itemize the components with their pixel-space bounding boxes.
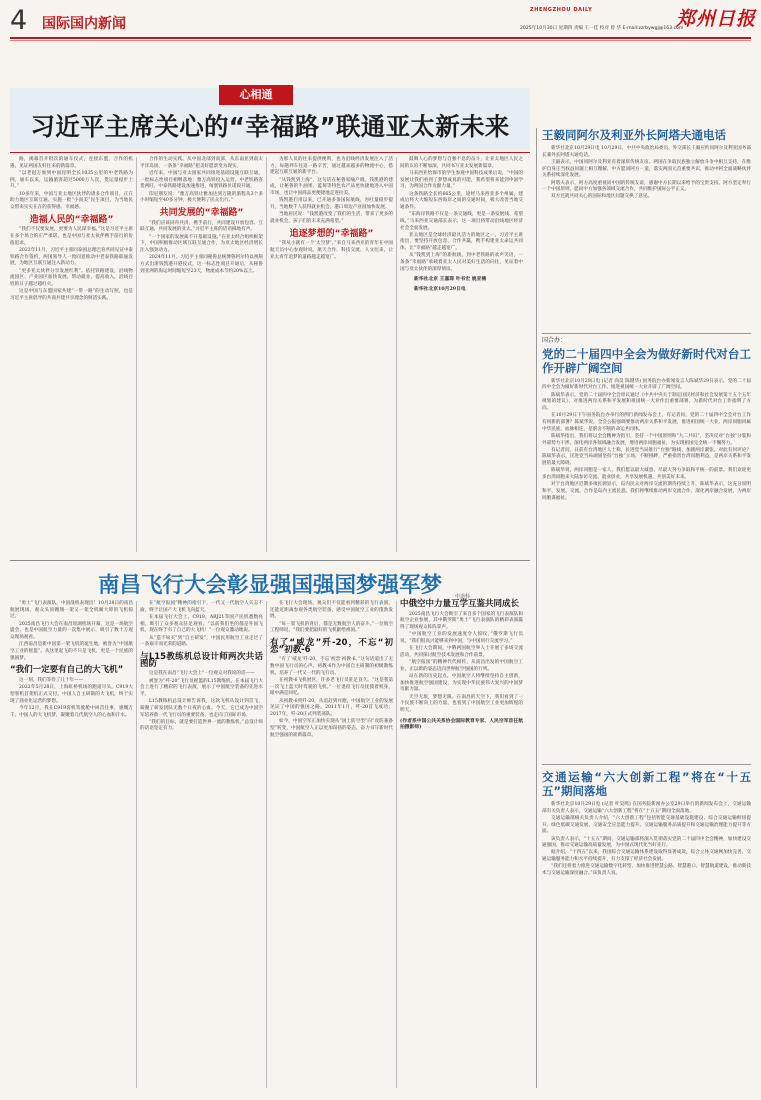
paragraph: 江西南昌是新中国第一架飞机的诞生地，被誉为“中国航空工业的摇篮”。从这里起飞的不只是飞机，更是一个民族的强国梦。 (10, 642, 133, 661)
section-rule (10, 560, 530, 561)
right-column-divider (536, 128, 537, 1088)
lead-rule (10, 152, 530, 153)
subheading: 追逐梦想的“幸福路” (289, 228, 374, 239)
author-note: (作者系中国公共关系协会国际教育专家、人民空军首任航拍摄影师) (400, 717, 523, 731)
page-number: 4 (10, 5, 28, 36)
paragraph: 对于台湾地区近期多项民调显示，岛内民众对两岸交流的期待持续上升，陈斌华表示，这充分说明和平、发展、交流、合作是岛内主流民意。我们将继续推动两岸交流合作，深化两岸融合发展，为两岸同胞谋福祉。 (542, 482, 751, 501)
second-headline: 南昌飞行大会彰显强国强国梦强军梦 (97, 573, 442, 598)
paragraph: “航空报国”的精神代代相传。从南昌出发的中国航空工业，正以新的姿态迈向世界航空强国的行列。 (400, 660, 523, 672)
paragraph: 这是我在南昌“飞行大会上”一位观众对我说的话—— (149, 671, 255, 677)
paragraph: 双方还就共同关心的国际和地区问题交换了意见。 (551, 194, 653, 200)
paragraph: 在10月29日下午国务院台办举行的例行新闻发布会上，有记者问，党的二十届四中全会对台工作有何新的部署？陈斌华说，全会公报强调要推动两岸关系和平发展，推进祖国统一大业。两岸同胞同属中华民族，血脉相连，是割舍不断的命运共同体。 (542, 413, 751, 432)
side-rule (542, 764, 751, 765)
paragraph: 在飞行大会期间，中俄两国航空界人士开展了多场交流活动，共同探讨航空技术发展和合作前景。 (400, 646, 523, 658)
paragraph: 从“造不如买”到“自主研发”，中国民用航空工业走过了一条艰辛而光荣的道路。 (140, 635, 263, 648)
paragraph: “东海岸铁路不仅是一条交通线，更是一条发展线、希望线。”马来西亚交通部长表示，这一项目将带动沿线地区经济社会全面发展。 (400, 212, 523, 231)
paragraph: 这一刻，我们等待了几十年—— (19, 678, 84, 684)
section-title: 国际国内新闻 (42, 16, 126, 32)
paragraph: 阿塔夫表示，阿方高度重视同中国的传统友谊，感谢中方长期以来给予的宝贵支持。阿方坚定奉行一个中国原则，愿同中方加强各领域交流合作，共同维护国际公平正义。 (542, 180, 751, 193)
column-divider (136, 157, 137, 552)
paragraph: 2025南昌飞行大会吸引了来自多个国家的飞行表演队和航空企业参展，其中俄罗斯“勇士”飞行表演队的精彩表演赢得了现场观众阵阵掌声。 (400, 611, 523, 631)
second-column-4 (400, 601, 523, 731)
paragraph: “每一架飞机的背后，都是无数航空人的奋斗。”一位航空工程师说，“我们要把最好的飞机献给祖国。” (270, 621, 393, 634)
paragraph: “一个国家的发展离不开基础设施。”在亚太经合组织框架下，中国积极推动区域互联互通合作，为亚太地区经济增长注入强劲动力。 (140, 234, 263, 253)
paragraph: 当地居民说：“钱凯港改变了我们的生活，带来了更多的就业机会，孩子们的未来充满希望。” (270, 212, 393, 224)
side-story-2 (542, 338, 751, 503)
paragraph: 为那人员的往来提供便利，也为沿线经济发展注入了活力。每趟列车往返一路辛苦，通过越来越多的物流中心，搭建起互联互通的新平台。 (270, 157, 393, 176)
byline: 新华社北京 王嘉琛 叶书宏 姚亚楠 (414, 276, 487, 283)
paragraph: “我们的目标，就是要打造世界一流的教练机。”总设计师的话语坚定有力。 (140, 719, 263, 732)
second-column-1 (10, 601, 133, 720)
paragraph: 在初教-6飞机展区，许多老飞行员驻足良久。“这是我第一次飞上蓝天时驾驶的飞机。”一位退役飞行员抚摸着机身，眼中满是回忆。 (270, 678, 393, 697)
paragraph: 马来西亚怡保市的学生参观中国科技成果后说，“中国的发展让我们看到了梦想成真的可能，我希望将来能到中国学习，为两国合作贡献力量。” (400, 170, 523, 190)
paragraph: 站在新的历史起点，中国航空人将继续坚持自主创新，加快推进航空强国建设，为实现中华民族伟大复兴的中国梦贡献力量。 (400, 674, 523, 693)
paragraph: 钱凯港启用以来，已开通多条国际航线，吞吐量稳步提升，当地数千人获得就业机会，港口周边产业园加快发展。 (270, 198, 393, 210)
paragraph: 亚太地区是全球经济最具活力的地区之一。习近平主席指出，要坚持开放包容、合作共赢，携手构建亚太命运共同体，让“幸福路”越走越宽广。 (400, 232, 523, 252)
side-headline: 交通运输“六大创新工程”将在“十五五”期间落地 (542, 770, 751, 798)
byline-dateline: 新华社北京10月29日电 (414, 286, 466, 293)
subheading: “我们一定要有自己的大飞机” (10, 665, 124, 676)
paragraph: 从“钱凯到上海”的新航线，到中老铁路的欢声笑语，一条条“幸福路”承载着亚太人民对美好生活的向往，见证着中国与亚太伙伴的深厚情谊。 (400, 253, 523, 272)
author: 申道科 (455, 594, 471, 600)
subheading: 中俄空中力量互学互鉴共同成长 (400, 599, 520, 609)
subheading: 有了“威龙”歼-20，不忘“初恋”初教-6 (270, 638, 393, 655)
second-column-2 (140, 601, 263, 734)
side-headline: 党的二十届四中全会为做好新时代对台工作开辟广阔空间 (542, 346, 751, 375)
paragraph: 新华社北京10月29日电 (记者 叶昊鸣) 在国务院新闻办公室29日举行的新闻发布会上，交通运输部有关负责人表示，交通运输“六大创新工程”将在“十五五”期间全面落地。 (542, 802, 751, 814)
paragraph: 有记者问，日前有台湾地区人士称，民进党当局推行“台独”路线，加剧两岸紧张。对此有何评论？陈斌华表示，民进党当局顽固坚持“台独”立场，不断挑衅，严重损害台湾同胞利益，是两岸关系和平发展的最大障碍。 (542, 447, 751, 467)
paragraph: 在本届飞行大会上，C919、ARJ21等国产民机悉数亮相，吸引了众多观众驻足观看。“以前我们坐的都是外国飞机，现在终于有了自己的大飞机！”一位观众激动地说。 (140, 614, 263, 634)
masthead-rule-thin (10, 40, 751, 41)
paper-logo: 郑州日报 (676, 8, 757, 30)
paragraph: 10多年来，中国与亚太地区伙伴的诸多合作项目，正在助力地区互联互通。实施一批“小而美”民生项目，为当地民众带来实实在在的获得感、幸福感。 (10, 191, 133, 210)
paragraph: 天空无垠，梦想无限。在南昌的天空下，我们看到了一个民族不断向上的力量，也看到了中国航空工业更加辉煌的明天。 (400, 694, 523, 714)
lead-column-2 (140, 157, 263, 276)
paragraph: 印尼朋友说：“雅万高铁让雅加达到万隆的旅程从3个多小时缩短至40多分钟，极大便利了民众出行。” (140, 191, 263, 204)
paragraph: 陈斌华表示，党的二十届四中全会审议通过《中共中央关于制定国民经济和社会发展第十五个五年规划的建议》，对推进两岸关系和平发展和祖国统一大业作出重要部署，为新时代对台工作指明了方向。 (542, 392, 751, 412)
subheading: 造福人民的“幸福路” (29, 214, 114, 225)
column-divider (266, 601, 267, 1088)
paragraph: 从初教-6到歼-20，从追赶到并跑，中国航空工业的发展见证了中国的强国之路。2011年1月，歼-20首飞成功；2017年，歼-20正式列装部队。 (270, 698, 393, 718)
paragraph: “从钱凯到上海”，这句话在秘鲁家喻户晓。钱凯港的建成，让秘鲁的牛油果、蓝莓等特色农产品更快捷地进入中国市场，也让中国商品更便捷地走进拉美。 (270, 177, 393, 197)
column-divider (396, 157, 397, 552)
lead-column-4 (400, 157, 523, 293)
paragraph: L15教练机总设计师告诉我，这款飞机从设计到首飞，凝聚了研发团队无数个日夜的心血。今天，它已成为中国空军培养新一代飞行员的重要装备，也走向了国际市场。 (140, 699, 263, 718)
paragraph: 该负责人表示，“十五五”期间，交通运输部将深入贯彻落实党的二十届四中全会精神，加快建设交通强国，推动交通运输高质量发展，为中国式现代化当好先行。 (542, 836, 751, 849)
lead-column-1 (10, 157, 133, 303)
masthead-rule (10, 37, 751, 39)
paragraph: 王毅表示，中国同阿尔及利亚有着深厚传统友谊。两国在争取民族独立解放斗争中相互支持，在维护自身正当权益问题上相互理解，中方愿同阿方一道，落实两国元首重要共识，推动中阿全面战略伙伴关系持续深化发展。 (542, 159, 751, 179)
paragraph: 被誉为“歼-20”飞行员摇篮的L15教练机，在本届飞行大会上进行了精彩的飞行表演，展示了中国航空装备的先进水平。 (140, 678, 263, 697)
paragraph: 合作的生动实践。从中国北部到南部，从东南亚到南太平洋岛国，一条条“幸福路”把美好愿景变为现实。 (140, 157, 263, 169)
paragraph: 近年来，中国与亚太国家共同推进基础设施互联互通，一批标志性项目相继落地：雅万高铁投入运营，中老铁路客货两旺，中泰铁路建设加速推进，匈塞铁路贝诺段开通。 (140, 170, 263, 190)
column-divider (136, 601, 137, 1088)
side-headline: 王毅同阿尔及利亚外长阿塔夫通电话 (542, 128, 726, 142)
column-divider (396, 601, 397, 1088)
masthead (0, 0, 761, 44)
paragraph: 在飞行大会现场，观众们不仅能看到精彩的飞行表演，还能近距离参观各类航空装备，感受中国航空工业的蓬勃发展。 (270, 601, 393, 620)
paper-pinyin: ZHENGZHOU DAILY (530, 7, 593, 13)
paragraph: 2024年11月，习近平主席同秘鲁总统博鲁阿尔特以视频方式出席钱凯港开港仪式，这一标志性项目开通后，从秘鲁到亚洲的海运时间缩短至23天，物流成本节约20%以上。 (140, 255, 264, 274)
paragraph: 交通运输部相关负责人介绍，“六大创新工程”包括智能交通基础设施建设、综合交通运输枢纽提升、绿色低碳交通发展、交通安全应急能力提升、交通运输服务品质提升和交通运输治理能力提升等方面。 (542, 815, 751, 835)
paragraph: 新华社北京10月29日电 (记者 尚昊 陈键华) 国务院台办新闻发言人陈斌华29日表示，党的二十届四中全会为做好新时代对台工作、推进祖国统一大业开辟了广阔空间。 (542, 378, 751, 391)
paragraph: 路，揭幕首开批次的通车仪式，连接东盟，合作的机遇，见证两国友好往来的新篇章。 (10, 157, 133, 169)
issue-line: 2025年10月30日 星期四 责编 王一佳 校对 曾 华 E-mail:zzrbywgj@163.com (520, 26, 684, 31)
paragraph: 在“航空报国”精神的指引下，一代又一代航空人矢志不渝，终于让国产大飞机飞向蓝天。 (140, 601, 263, 613)
paragraph: 这是中国与东盟国家共建“一带一路”的生动写照，也是习近平主席倡导的共商共建共享理念的鲜活实践。 (10, 289, 133, 301)
paragraph: “更多亚太伙伴分享发展红利”。依托铁路建设，沿线物流园区、产业园区加快发展，带动就业、提高收入，沿线百姓的日子越过越红火。 (10, 268, 133, 287)
paragraph: 据介绍，“十四五”以来，我国综合交通运输体系建设取得显著成效，综合立体交通网加快完善，交通运输服务能力和水平持续提升，有力支撑了经济社会发展。 (542, 850, 751, 863)
paragraph: 如今，中国空军正加快实现从“国土防空型”向“攻防兼备型”转变，中国航空人正以更加昂扬的姿态，奋力书写新时代航空强国的崭新篇章。 (270, 719, 393, 738)
second-column-3 (270, 601, 393, 740)
paragraph: 鼓舞人心的梦想与自强不息的奋斗，让亚太地区人民之间的友谊不断加深，共同书写亚太发展新篇章。 (400, 157, 523, 169)
paragraph: 这条铁路全长约665公里，途经马来西亚多个州属，建成后将大大缩短东西海岸之间的交通时间，极大改善当地交通条件。 (400, 191, 523, 210)
paragraph: 陈斌华说，两岸同胞是一家人，我们愿以最大诚意、尽最大努力争取和平统一的前景。我们欢迎更多台湾同胞来大陆参访交流、就业创业，共享发展机遇，共创美好未来。 (542, 468, 751, 481)
side-kicker: 国合办： (542, 337, 567, 344)
subheading: 共同发展的“幸福路” (159, 207, 244, 218)
paragraph: “中国航空工业的发展速度令人惊叹。”俄罗斯飞行员说，“我们很高兴能够来到中国，与中国同行交流学习。” (400, 632, 523, 645)
paragraph: “我们不仅要发展，更要为人民谋幸福。”这是习近平主席在多个场合的庄严承诺，也是中国与亚太伙伴携手前行的价值追求。 (10, 227, 133, 246)
side-rule (542, 333, 751, 334)
paragraph: “我们应该同舟共济、携手前行，共同建设开放包容、互联互通、共同发展的亚太。”习近平主席的话语掷地有声。 (140, 220, 263, 233)
paragraph: “以老挝万象到中国昆明全长1035公里的中老铁路为例，通车以来，运输旅客超过5000万人次，货运量稳步上升。” (10, 170, 133, 190)
side-story-3 (542, 770, 751, 878)
side-story-1 (542, 128, 751, 202)
paragraph: 今年12月，我在C919客机驾驶舱中回首往事，感慨万千。中国人的大飞机梦，凝聚着几代航空人的心血和汗水。 (10, 705, 133, 718)
column-kicker: 心相通 (219, 85, 293, 105)
paragraph: “我们还将着力推进交通运输数字化转型，加快推进智慧公路、智慧港口、智慧航道建设，推动新技术与交通运输深度融合。”该负责人说。 (542, 864, 751, 877)
lead-column-3 (270, 157, 393, 262)
paragraph: 新华社北京10月29日电 10月29日，中共中央政治局委员、外交部长王毅应约同阿尔及利亚国务部长兼外长阿塔夫通电话。 (542, 146, 751, 158)
paragraph: 2022年5月28日，上海虹桥机场的跑道尽头，C919大型客机首架机正式交付。中国人自主研制的大飞机，终于实现了商业化运营的梦想。 (10, 685, 133, 704)
paragraph: “我从小就有一个‘太空梦’。”来自马来西亚的青年在中国航天员中心参观时说。航天合作、科技交流、人文往来，让亚太青年追梦的道路越走越宽广。 (270, 241, 393, 260)
paragraph: 2025南昌飞行大会在南昌瑶湖机场开幕，这是一场航空盛会，也是中国航空力量的一次集中展示，吸引了数十万观众现场观看。 (10, 621, 133, 641)
subheading: 与L15教练机总设计师两次共话图防 (140, 651, 263, 669)
lead-headline: 习近平主席关心的“幸福路”联通亚太新未来 (30, 112, 510, 141)
paragraph: “有了‘威龙’歼-20，不忘‘初恋’初教-6。”这句话道出了无数中国飞行员的心声。初教-6作为中国自主研制的初级教练机，培养了一代又一代的飞行员。 (270, 657, 393, 676)
paragraph: 陈斌华指出，我们将以全会精神为指引，坚持一个中国原则和“九二共识”，坚决反对“台独”分裂和外部势力干涉，深化两岸各领域融合发展，增进两岸同胞福祉，为实现祖国完全统一不懈努力。 (542, 433, 751, 446)
column-divider (266, 157, 267, 552)
paragraph: “勇士”飞行表演队，中国战机表现出！10月28日的南昌航展现场，观众头顶翱翔一架又一架全机翼大仰的飞机掠过。 (10, 601, 133, 620)
paragraph: 2022年11月，习近平主席同泰国总理巴育共同见证中泰铁路合作签约，两国领导人一致同意推动中老泰铁路联通发展，为地区互联互通注入新动力。 (10, 247, 134, 267)
